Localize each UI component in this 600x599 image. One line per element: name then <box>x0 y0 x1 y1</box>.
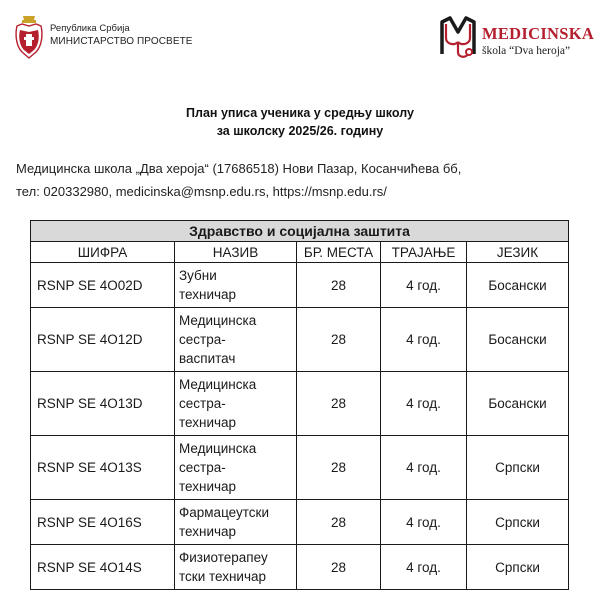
cell-places: 28 <box>297 308 381 372</box>
column-header-name: НАЗИВ <box>175 242 297 263</box>
cell-name <box>175 372 297 436</box>
cell-name-line: Медицинска <box>179 377 257 392</box>
cell-code: RSNP SE 4O14S <box>31 545 175 590</box>
page-header <box>0 0 600 80</box>
cell-name-line: техничар <box>179 415 237 430</box>
cell-name-line: Зубни <box>179 268 217 283</box>
cell-name-line: Медицинска <box>179 441 257 456</box>
category-header: Здравство и социјална заштита <box>31 221 569 242</box>
table-row <box>31 436 569 500</box>
cell-places: 28 <box>297 436 381 500</box>
table-row <box>31 500 569 545</box>
cell-language: Босански <box>467 308 569 372</box>
column-header-language: ЈЕЗИК <box>467 242 569 263</box>
column-header-duration: ТРАЈАЊЕ <box>381 242 467 263</box>
cell-code: RSNP SE 4O02D <box>31 263 175 308</box>
cell-duration: 4 год. <box>381 263 467 308</box>
cell-name <box>175 263 297 308</box>
cell-name-line: тски техничар <box>179 569 267 584</box>
cell-name-line: Фармацеутски <box>179 505 269 520</box>
column-header-code: ШИФРА <box>31 242 175 263</box>
cell-code: RSNP SE 4O16S <box>31 500 175 545</box>
cell-places: 28 <box>297 500 381 545</box>
republic-label: Република Србија <box>50 23 130 34</box>
cell-code: RSNP SE 4O13D <box>31 372 175 436</box>
enrollment-table <box>30 220 569 590</box>
cell-duration: 4 год. <box>381 436 467 500</box>
stethoscope-logo-icon <box>436 12 480 64</box>
cell-duration: 4 год. <box>381 500 467 545</box>
school-logo-name: MEDICINSKA <box>482 24 595 43</box>
cell-name-line: сестра- <box>179 460 226 475</box>
school-logo <box>436 12 596 64</box>
cell-name-line: Медицинска <box>179 313 257 328</box>
school-logo-subtitle: škola “Dva heroja” <box>482 45 571 57</box>
cell-name <box>175 545 297 590</box>
cell-places: 28 <box>297 545 381 590</box>
cell-places: 28 <box>297 263 381 308</box>
cell-name-line: васпитач <box>179 351 236 366</box>
coat-of-arms-icon <box>14 14 44 60</box>
table-row <box>31 545 569 590</box>
school-address: Медицинска школа „Два хероја“ (17686518) Нови Пазар, Косанчићева бб, <box>16 161 462 176</box>
cell-name <box>175 500 297 545</box>
cell-name-line: Физиотерапеу <box>179 550 268 565</box>
cell-name-line: техничар <box>179 479 237 494</box>
cell-language: Српски <box>467 436 569 500</box>
cell-name-line: сестра- <box>179 332 226 347</box>
cell-language: Српски <box>467 500 569 545</box>
document-subtitle: за школску 2025/26. годину <box>216 124 384 138</box>
cell-name-line: техничар <box>179 287 237 302</box>
cell-code: RSNP SE 4O13S <box>31 436 175 500</box>
table-row <box>31 263 569 308</box>
cell-places: 28 <box>297 372 381 436</box>
cell-name-line: техничар <box>179 524 237 539</box>
cell-code: RSNP SE 4O12D <box>31 308 175 372</box>
document-title: План уписа ученика у средњу школу <box>186 106 414 120</box>
table-row <box>31 372 569 436</box>
cell-language: Српски <box>467 545 569 590</box>
cell-name <box>175 308 297 372</box>
cell-name-line: сестра- <box>179 396 226 411</box>
ministry-block <box>50 22 193 48</box>
cell-duration: 4 год. <box>381 308 467 372</box>
table-row <box>31 308 569 372</box>
school-contact: тел: 020332980, medicinska@msnp.edu.rs, https://msnp.edu.rs/ <box>16 184 387 199</box>
column-header-places: БР. МЕСТА <box>297 242 381 263</box>
cell-duration: 4 год. <box>381 372 467 436</box>
ministry-label: МИНИСТАРСТВО ПРОСВЕТЕ <box>50 36 193 47</box>
cell-name <box>175 436 297 500</box>
cell-language: Босански <box>467 263 569 308</box>
cell-language: Босански <box>467 372 569 436</box>
cell-duration: 4 год. <box>381 545 467 590</box>
